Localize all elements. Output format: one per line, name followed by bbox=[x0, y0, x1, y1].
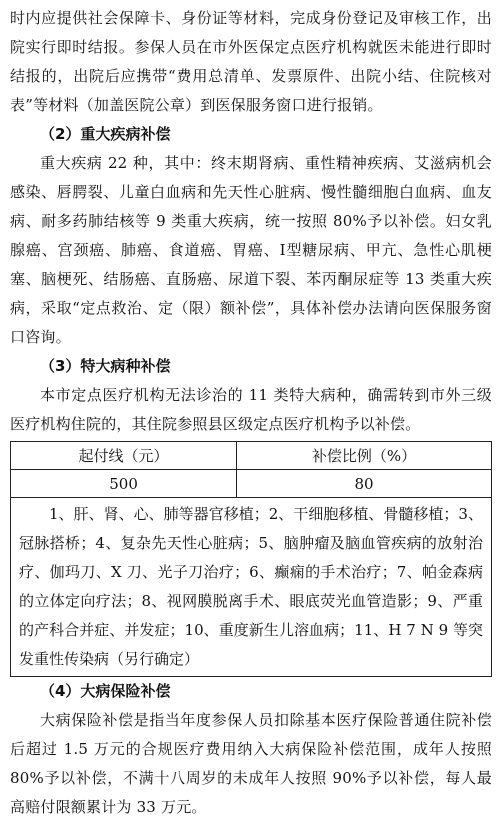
ratio-value: 80 bbox=[237, 470, 492, 498]
table-value-row bbox=[11, 470, 492, 498]
intro-paragraph: 时内应提供社会保障卡、身份证等材料，完成身份登记及审核工作，出院实行即时结报。参保人员在市外医保定点医疗机构就医未能进行即时结报的，出院后应携带“费用总清单、发票原件、出院小结、住院核对表”等材料（加盖医院公章）到医保服务窗口进行报销。 bbox=[10, 9, 492, 114]
table-header-row bbox=[11, 442, 492, 470]
section-4-body: 大病保险补偿是指当年度参保人员扣除基本医疗保险普通住院补偿后超过 1.5 万元的合规医疗费用纳入大病保险补偿范围，成年人按照 80%予以补偿，不满十八周岁的未成年人按照 90%予以补偿，每人最高赔付限额累计为 33 万元。 bbox=[10, 711, 492, 816]
compensation-table bbox=[10, 441, 492, 677]
section-3-body: 本市定点医疗机构无法诊治的 11 类特大病种，确需转到市外三级医疗机构住院的，其住院参照县区级定点医疗机构予以补偿。 bbox=[10, 386, 492, 433]
section-4-heading: （4）大病保险补偿 bbox=[40, 682, 171, 700]
disease-list-text: 1、肝、肾、心、肺等器官移植；2、干细胞移植、骨髓移植；3、冠脉搭桥；4、复杂先天性心脏病；5、脑肿瘤及脑血管疾病的放射治疗、伽玛刀、X 刀、光子刀治疗；6、癫痫的手术治疗；7、帕金森病的立体定向疗法；8、视网膜脱离手术、眼底荧光血管造影；9、严重的产科合并症、并发症；10、重度新生儿溶血病；11、H 7 N 9 等突发重性传染病（另行确定） bbox=[19, 505, 483, 668]
deductible-value: 500 bbox=[11, 470, 237, 498]
document-page bbox=[10, 4, 492, 822]
deductible-header: 起付线（元） bbox=[11, 442, 237, 470]
table-note-row bbox=[11, 498, 492, 677]
section-2-heading: （2）重大疾病补偿 bbox=[40, 125, 171, 143]
ratio-header: 补偿比例（%） bbox=[237, 442, 492, 470]
section-2-body: 重大疾病 22 种，其中：终末期肾病、重性精神疾病、艾滋病机会感染、唇腭裂、儿童白血病和先天性心脏病、慢性髓细胞白血病、血友病、耐多药肺结核等 9 类重大疾病，统一按照 80%予以补偿。妇女乳腺癌、宫颈癌、肺癌、食道癌、胃癌、Ⅰ型糖尿病、甲亢、急性心肌梗塞、脑梗死、结肠癌、直肠癌、尿道下裂、苯丙酮尿症等 13 类重大疾病，采取“定点救治、定（限）额补偿”，具体补偿办法请向医保服务窗口咨询。 bbox=[10, 154, 492, 346]
disease-list-cell bbox=[11, 498, 492, 677]
section-3-heading: （3）特大病种补偿 bbox=[40, 357, 171, 375]
